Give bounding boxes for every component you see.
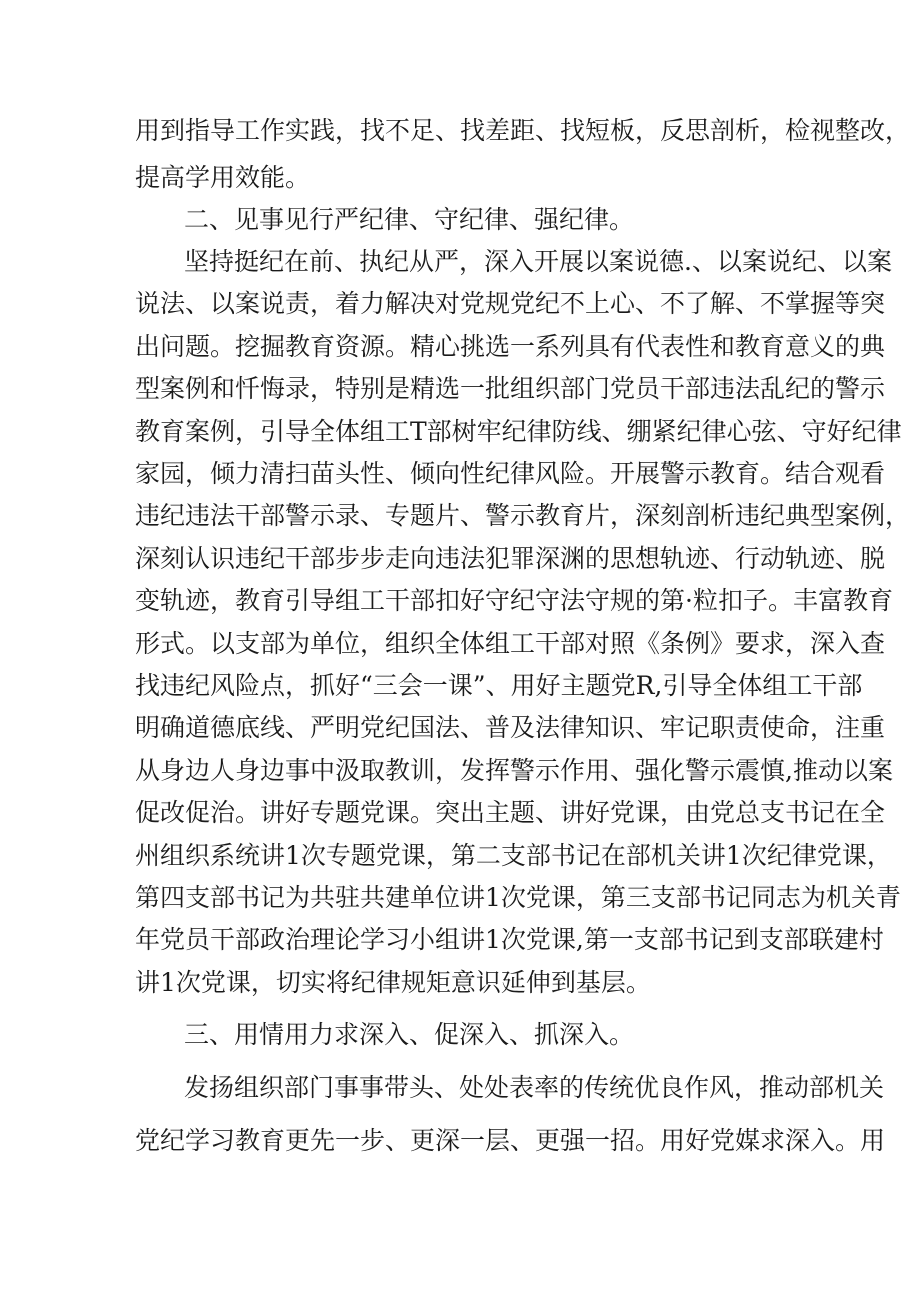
text-line: 说法、以案说责，着力解决对党规党纪不上心、不了解、不掌握等突 <box>135 289 886 318</box>
text-line: 深刻认识违纪干部步步走向违法犯罪深渊的思想轨迹、行动轨迹、脱 <box>135 544 886 573</box>
text-line: 违纪违法干部警示录、专题片、警示教育片，深刻剖析违纪典型案例， <box>135 501 911 530</box>
text-line: 出问题。挖掘教育资源。精心挑选一系列具有代表性和教育意义的典 <box>135 332 886 361</box>
text-line: 提高学用效能。 <box>135 163 311 192</box>
text-line: 找违纪风险点，抓好“三会一课”、用好主题党R,引导全体组工干部 <box>135 671 863 700</box>
text-line: 形式。以支部为单位，组织全体组工干部对照《条例》要求，深入查 <box>135 629 886 658</box>
text-line: 第四支部书记为共驻共建单位讲1次党课，第三支部书记同志为机关青 <box>135 883 901 912</box>
text-line: 年党员干部政治理论学习小组讲1次党课,第一支部书记到支部联建村 <box>135 925 884 954</box>
text-line: 党纪学习教育更先一步、更深一层、更强一招。用好党媒求深入。用 <box>135 1126 886 1155</box>
text-line: 教育案例，引导全体组工T部树牢纪律防线、绷紧纪律心弦、守好纪律 <box>135 417 902 446</box>
text-line: 从身边人身边事中汲取教训，发挥警示作用、强化警示震慎,推动以案 <box>135 756 893 785</box>
section-heading: 二、见事见行严纪律、守纪律、强纪律。 <box>184 205 635 234</box>
text-line: 州组织系统讲1次专题党课，第二支部书记在部机关讲1次纪律党课， <box>135 841 892 870</box>
text-line: 家园，倾力清扫苗头性、倾向性纪律风险。开展警示教育。结合观看 <box>135 459 886 488</box>
text-line: 讲1次党课，切实将纪律规矩意识延伸到基层。 <box>135 968 651 997</box>
text-line: 用到指导工作实践，找不足、找差距、找短板，反思剖析，检视整改， <box>135 116 911 145</box>
text-line: 型案例和忏悔录，特别是精选一批组织部门党员干部违法乱纪的警示 <box>135 374 886 403</box>
section-heading: 三、用情用力求深入、促深入、抓深入。 <box>184 1020 635 1049</box>
text-line: 坚持挺纪在前、执纪从严，深入开展以案说德.、以案说纪、以案 <box>184 247 892 276</box>
text-line: 发扬组织部门事事带头、处处表率的传统优良作风，推动部机关 <box>184 1073 885 1102</box>
text-line: 促改促治。讲好专题党课。突出主题、讲好党课，由党总支书记在全 <box>135 798 886 827</box>
text-line: 变轨迹，教育引导组工干部扣好守纪守法守规的第·粒扣子。丰富教育 <box>135 586 893 615</box>
text-line: 明确道德底线、严明党纪国法、普及法律知识、牢记职责使命，注重 <box>135 713 886 742</box>
